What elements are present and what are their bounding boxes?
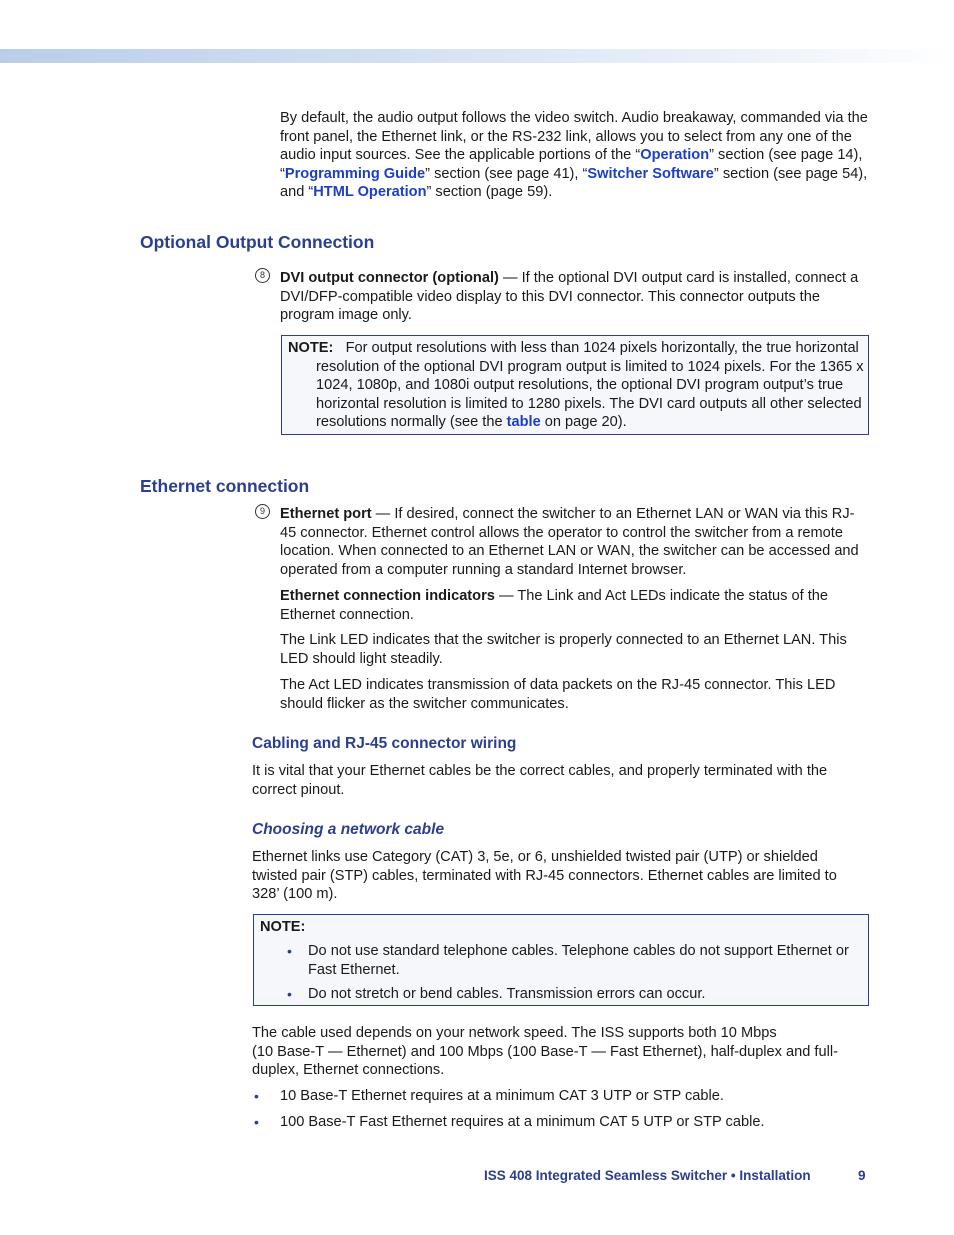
speed-paragraph xyxy=(252,1024,872,1080)
link-switcher-software[interactable]: Switcher Software xyxy=(587,165,714,182)
bullet-icon: • xyxy=(287,986,292,1002)
cable-note-item: Do not use standard telephone cables. Telephone cables do not support Ethernet or Fast Ethernet. xyxy=(308,943,849,978)
speed-line-2: (10 Base-T — Ethernet) and 100 Mbps (100 Base-T — Fast Ethernet), half-duplex and full-duplex, Ethernet connections. xyxy=(252,1043,838,1079)
note-end: on page 20). xyxy=(540,414,627,431)
footer-page-number: 9 xyxy=(858,1168,866,1183)
dvi-output-term: DVI output connector (optional) xyxy=(280,270,499,286)
dvi-output-paragraph xyxy=(280,269,870,325)
dvi-note-box xyxy=(281,335,869,435)
cabling-paragraph: It is vital that your Ethernet cables be the correct cables, and properly terminated with the correct pinout. xyxy=(252,763,828,798)
bullet-icon: • xyxy=(254,1114,259,1130)
bullet-icon: • xyxy=(287,943,292,959)
ethernet-port-desc: — If desired, connect the switcher to an Ethernet LAN or WAN via this RJ-45 connector. Ethernet control allows the operator to control the switcher from a remote location. When connected to an Ethernet LAN or WAN, the switcher can be accessed and operated from a computer running a standard Internet browser. xyxy=(280,506,859,578)
intro-text: ” section (see page 54), and “ xyxy=(280,165,868,201)
dvi-output-desc: — If the optional DVI output card is installed, connect a DVI/DFP-compatible video display to this DVI connector. This connector outputs the program image only. xyxy=(280,270,859,324)
intro-text: ” section (see page 41), “ xyxy=(425,165,588,182)
ethernet-indicators-paragraph xyxy=(280,587,870,624)
callout-number-9-icon: 9 xyxy=(255,504,270,519)
section-heading-optional-output: Optional Output Connection xyxy=(140,232,375,252)
bullet-icon: • xyxy=(254,1088,259,1104)
section-heading-ethernet: Ethernet connection xyxy=(140,476,310,496)
speed-bullet-item: 100 Base-T Fast Ethernet requires at a minimum CAT 5 UTP or STP cable. xyxy=(280,1114,765,1130)
note-label: NOTE: xyxy=(288,340,334,356)
callout-number-8-icon: 8 xyxy=(255,268,270,283)
footer-title: ISS 408 Integrated Seamless Switcher • Installation xyxy=(484,1168,811,1183)
intro-text: ” section (see page 14), “ xyxy=(280,147,863,182)
act-led-paragraph: The Act LED indicates transmission of data packets on the RJ-45 connector. This LED should flicker as the switcher communicates. xyxy=(280,677,836,712)
ethernet-indicators-desc: — The Link and Act LEDs indicate the status of the Ethernet connection. xyxy=(280,588,829,623)
subheading-choosing-cable: Choosing a network cable xyxy=(252,821,445,838)
ethernet-port-paragraph xyxy=(280,505,870,579)
cable-note-item: Do not stretch or bend cables. Transmission errors can occur. xyxy=(308,986,706,1002)
header-gradient-bar xyxy=(0,49,954,63)
ethernet-port-term: Ethernet port xyxy=(280,506,372,522)
subheading-cabling: Cabling and RJ-45 connector wiring xyxy=(252,735,517,752)
choosing-paragraph: Ethernet links use Category (CAT) 3, 5e, or 6, unshielded twisted pair (UTP) or shielded twisted pair (STP) cables, terminated with RJ-45 connectors. Ethernet cables are limited to 328’ (100 m). xyxy=(252,849,837,903)
speed-bullet-item: 10 Base-T Ethernet requires at a minimum CAT 3 UTP or STP cable. xyxy=(280,1088,724,1104)
note-body: For output resolutions with less than 1024 pixels horizontally, the true horizontal resolution of the optional DVI program output is limited to 1024 pixels. For the 1365 x 1024, 1080p, and 1080i output resolutions, the optional DVI program output’s true horizontal resolution is limited to 1280 pixels. The DVI card outputs all other selected resolutions normally (see the xyxy=(316,340,864,431)
intro-paragraph xyxy=(280,109,872,202)
link-table[interactable]: table xyxy=(506,414,541,431)
link-html-operation[interactable]: HTML Operation xyxy=(313,184,427,201)
speed-line-1: The cable used depends on your network speed. The ISS supports both 10 Mbps xyxy=(252,1025,777,1041)
link-led-paragraph: The Link LED indicates that the switcher is properly connected to an Ethernet LAN. This LED should light steadily. xyxy=(280,632,847,667)
ethernet-indicators-term: Ethernet connection indicators xyxy=(280,588,495,604)
link-programming-guide[interactable]: Programming Guide xyxy=(284,165,426,182)
cable-note-label: NOTE: xyxy=(260,919,306,935)
link-operation[interactable]: Operation xyxy=(640,147,710,164)
cable-note-box xyxy=(253,914,869,1006)
dvi-note-text xyxy=(288,339,882,432)
intro-text: By default, the audio output follows the video switch. Audio breakaway, commanded via the front panel, the Ethernet link, or the RS-232 link, allows you to select from any one of the audio input sources. See the applicable portions of the “ xyxy=(280,110,868,164)
intro-text: ” section (page 59). xyxy=(426,184,553,201)
